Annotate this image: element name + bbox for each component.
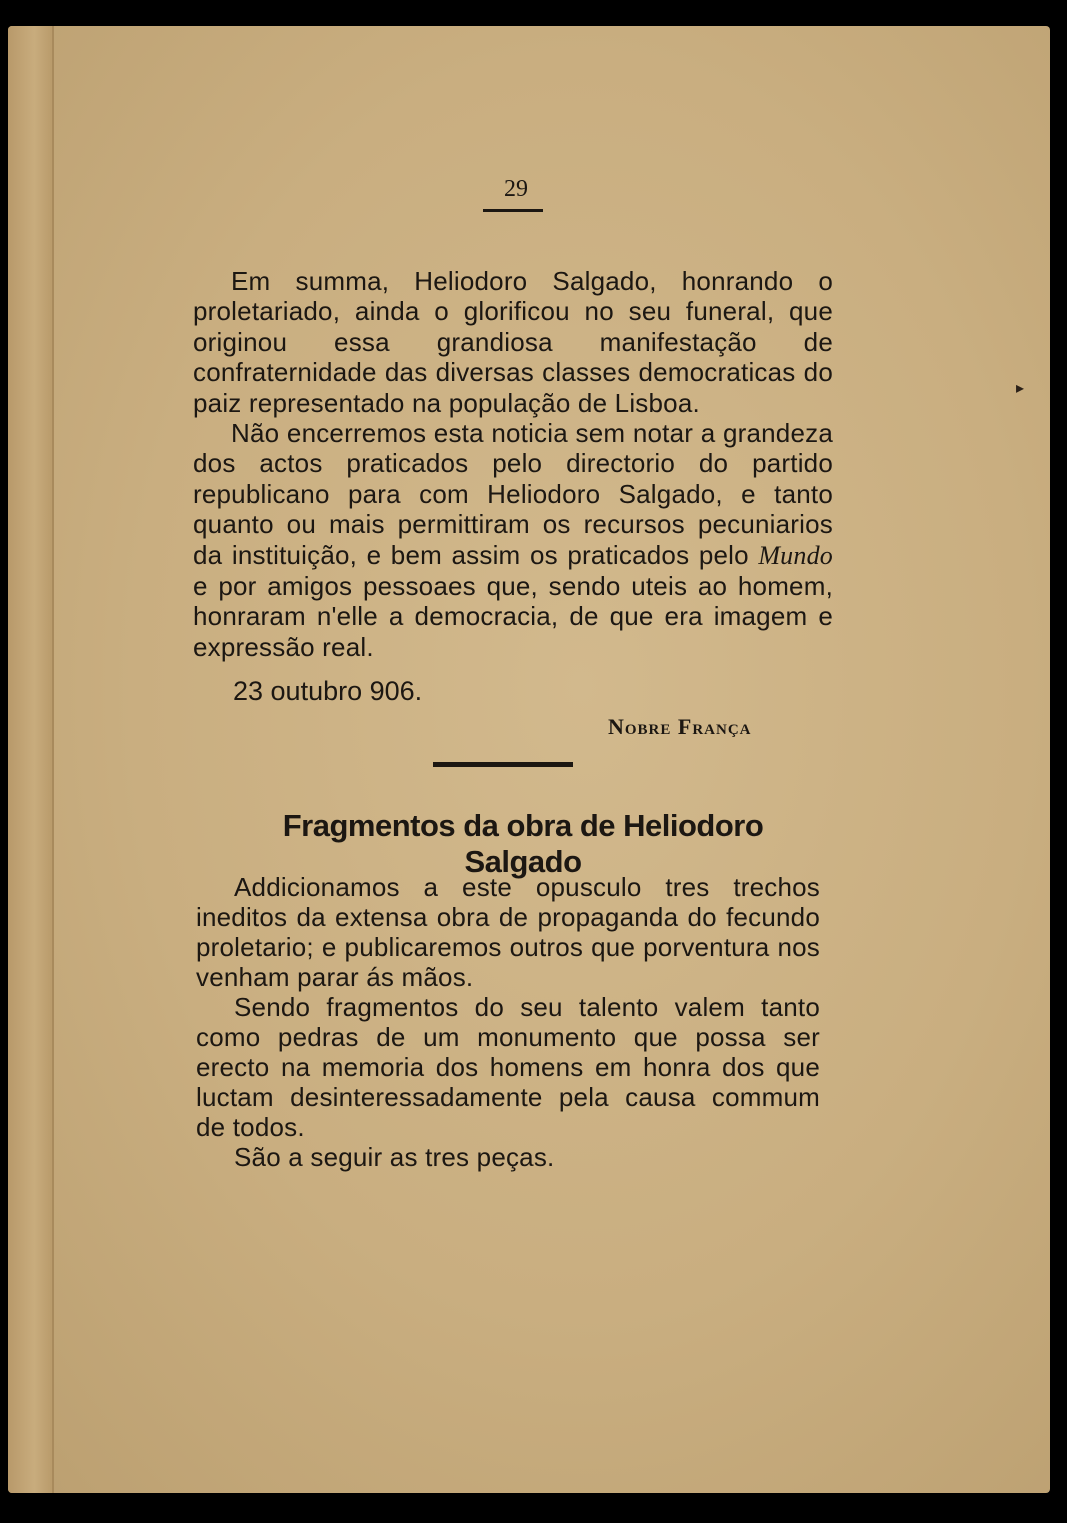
paragraph-fragmentos: Sendo fragmentos do seu talento valem tanto como pedras de um monumento que possa ser erecto na memoria dos homens em honra dos que luctam desinteressadamente pela causa commum de todos.	[196, 992, 820, 1142]
newspaper-title: Mundo	[758, 540, 833, 570]
paragraph-addicionamos: Addicionamos a este opusculo tres trechos ineditos da extensa obra de propaganda do fecundo proletario; e publicaremos outros que porventura nos venham parar ás mãos.	[196, 872, 820, 992]
dateline: 23 outubro 906.	[233, 676, 423, 706]
body-text-top	[193, 266, 833, 662]
author-signature: Nobre França	[608, 714, 752, 739]
paragraph-directorio-text: Não encerremos esta noticia sem notar a grandeza dos actos praticados pelo directorio do partido republicano para com Heliodoro Salgado, e tanto quanto ou mais permittiram os recursos pecuniarios da instituição, e bem assim os praticados pelo	[193, 418, 833, 570]
page-number-underline	[483, 209, 543, 212]
paragraph-summary: Em summa, Heliodoro Salgado, honrando o proletariado, ainda o glorificou no seu funeral, que originou essa grandiosa manifestação de confraternidade das diversas classes democraticas do paiz representado na população de Lisboa.	[193, 266, 833, 418]
body-text-bottom	[196, 872, 820, 1172]
paragraph-directorio-tail: e por amigos pessoaes que, sendo uteis ao homem, honraram n'elle a democracia, de que era imagem e expressão real.	[193, 571, 833, 662]
paragraph-directorio	[193, 418, 833, 662]
book-page	[8, 26, 1050, 1493]
margin-arrow-icon: ▸	[1016, 380, 1025, 397]
page-gutter	[8, 26, 54, 1493]
section-divider	[433, 762, 573, 767]
section-title: Fragmentos da obra de Heliodoro Salgado	[282, 808, 764, 879]
page-number: 29	[504, 176, 528, 202]
paragraph-pecas: São a seguir as tres peças.	[234, 1142, 555, 1172]
